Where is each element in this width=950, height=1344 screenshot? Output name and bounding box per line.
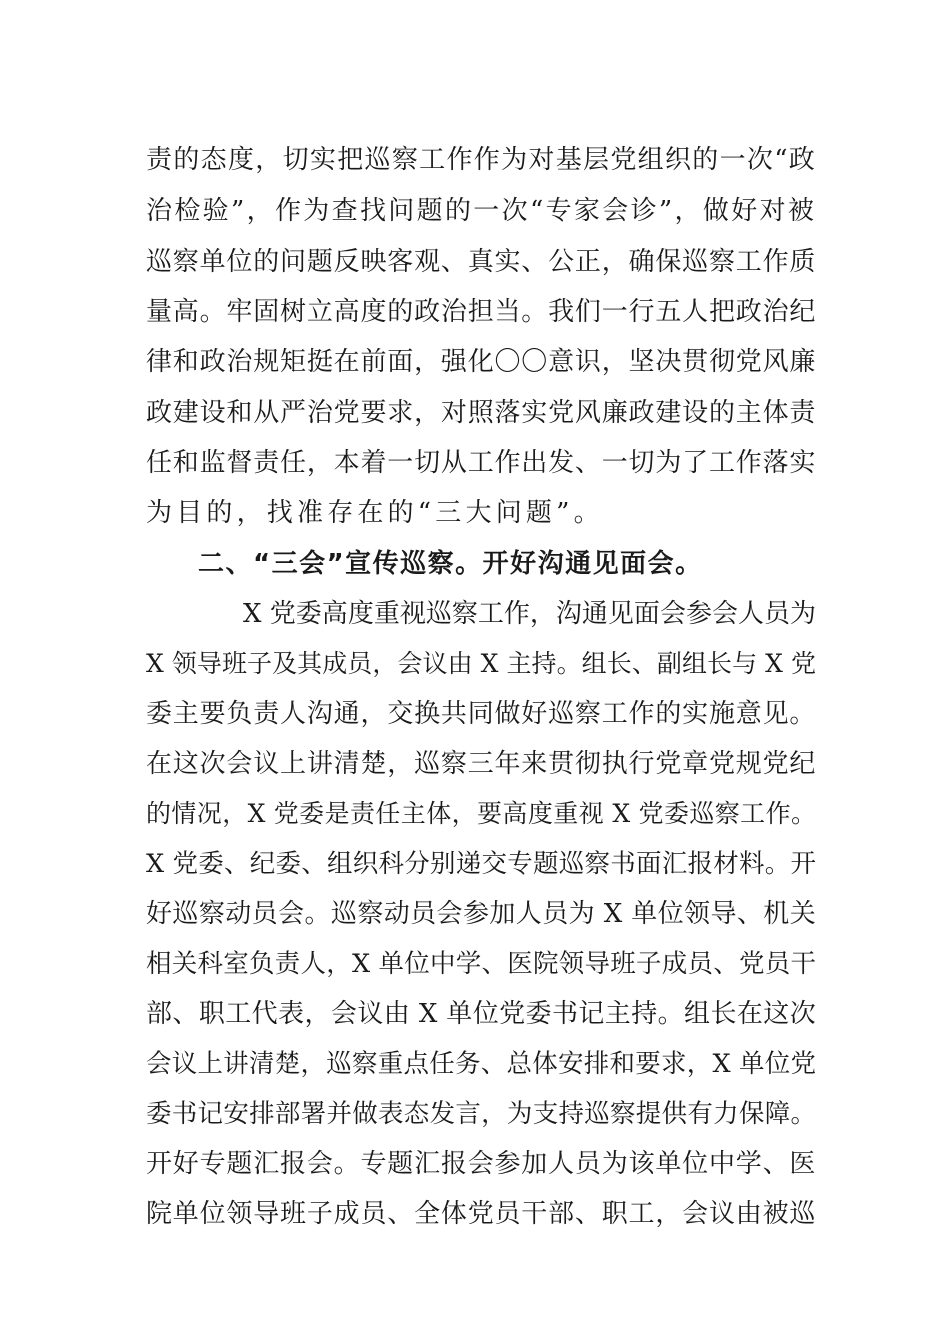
paragraph-line: 为目的，找准存在的“三大问题”。 [146, 498, 604, 528]
paragraph-line: X 党委高度重视巡察工作，沟通见面会参会人员为 [243, 599, 816, 629]
paragraph-line: 在这次会议上讲清楚，巡察三年来贯彻执行党章党规党纪 [146, 749, 816, 779]
paragraph-line: X 党委、纪委、组织科分别递交专题巡察书面汇报材料。开 [146, 849, 816, 879]
paragraph-line: 量高。牢固树立高度的政治担当。我们一行五人把政治纪 [146, 297, 816, 327]
section-heading: 二、“三会”宣传巡察。开好沟通见面会。 [198, 549, 703, 579]
paragraph-line: X 领导班子及其成员，会议由 X 主持。组长、副组长与 X 党 [146, 649, 816, 678]
paragraph-line: 部、职工代表，会议由 X 单位党委书记主持。组长在这次 [146, 999, 816, 1029]
paragraph-line: 任和监督责任，本着一切从工作出发、一切为了工作落实 [146, 448, 816, 478]
paragraph-line: 院单位领导班子成员、全体党员干部、职工，会议由被巡 [146, 1199, 816, 1229]
paragraph-line: 开好专题汇报会。专题汇报会参加人员为该单位中学、医 [146, 1149, 816, 1179]
paragraph-line: 治检验”，作为查找问题的一次“专家会诊”，做好对被 [146, 196, 816, 226]
paragraph-line: 政建设和从严治党要求，对照落实党风廉政建设的主体责 [146, 398, 816, 428]
paragraph-line: 委主要负责人沟通，交换共同做好巡察工作的实施意见。 [146, 699, 816, 729]
paragraph-line: 巡察单位的问题反映客观、真实、公正，确保巡察工作质 [146, 247, 816, 277]
paragraph-line: 相关科室负责人，X 单位中学、医院领导班子成员、党员干 [146, 949, 816, 979]
paragraph-line: 委书记安排部署并做表态发言，为支持巡察提供有力保障。 [146, 1099, 816, 1129]
paragraph-line: 律和政治规矩挺在前面，强化〇〇意识，坚决贯彻党风廉 [146, 347, 816, 377]
paragraph-line: 好巡察动员会。巡察动员会参加人员为 X 单位领导、机关 [146, 899, 816, 929]
paragraph-line: 会议上讲清楚，巡察重点任务、总体安排和要求，X 单位党 [146, 1049, 816, 1079]
paragraph-line: 的情况，X 党委是责任主体，要高度重视 X 党委巡察工作。 [146, 799, 816, 828]
paragraph-line: 责的态度，切实把巡察工作作为对基层党组织的一次“政 [146, 145, 816, 175]
